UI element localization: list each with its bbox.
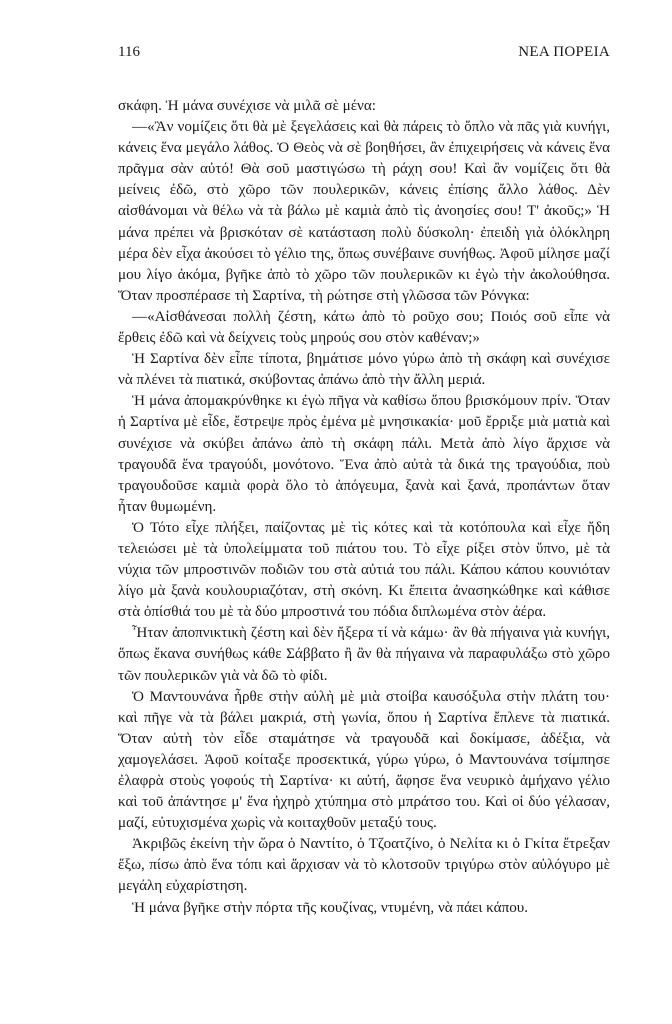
- paragraph: Ἦταν ἀποπνικτικὴ ζέστη καὶ δὲν ἤξερα τί νὰ κάμω· ἂν θὰ πήγαινα γιὰ κυνήγι, ὅπως ἔκανα συνήθως κάθε Σάββατο ἢ ἂν θὰ πήγαινα νὰ παραφυλάξω στὸ χῶρο τῶν πουλερικῶν γιὰ νὰ δῶ τὸ φίδι.: [118, 625, 610, 684]
- paragraph: —«Ἂν νομίζεις ὅτι θὰ μὲ ξεγελάσεις καὶ θὰ πάρεις τὸ ὅπλο νὰ πᾶς γιὰ κυνήγι, κάνεις ἕνα μεγάλο λάθος. Ὁ Θεὸς νὰ σὲ βοηθήσει, ἂν ἐπιχειρήσεις νὰ κάνεις ἕνα πρᾶγμα σὰν αὐτό! Θὰ σοῦ μαστιγώσω τὴ ράχη σου! Καὶ ἂν νομίζεις ὅτι θὰ μείνεις ἐδῶ, στὸ χῶρο τῶν πουλερικῶν, κάνεις ἐπίσης ἄλλο λάθος. Δὲν αἰσθάνομαι νὰ θέλω νὰ τὰ βάλω μὲ καμιὰ ἀπὸ τὶς ἀνοησίες σου! Τ' ἀκοῦς;» Ἡ μάνα πρέπει νὰ βρισκόταν σὲ κατάσταση πολὺ δύσκολη· ἐπειδὴ γιὰ ὁλόκληρη μέρα δὲν εἶχα ἀκούσει τὸ γέλιο της, ὅπως συνέβαινε συνήθως. Ἀφοῦ μίλησε μαζί μου λίγο ἀκόμα, βγῆκε ἀπὸ τὸ χῶρο τῶν πουλερικῶν κι ἐγὼ τὴν ἀκολούθησα. Ὅταν προσπέρασε τὴ Σαρτίνα, τὴ ρώτησε στὴ γλῶσσα τῶν Ρόνγκα:: [118, 119, 610, 304]
- body-text: [118, 96, 610, 919]
- paragraph: Ὁ Τότο εἶχε πλήξει, παίζοντας μὲ τὶς κότες καὶ τὰ κοτόπουλα καὶ εἶχε ἤδη τελειώσει μὲ τὰ ὑπολείμματα τοῦ πιάτου του. Τὸ εἶχε ρίξει στὸν ὕπνο, μὲ τὰ νύχια τῶν μπροστινῶν ποδιῶν του στὰ αὐτιά του πάλι. Κάπου κάπου κουνιόταν λίγο μὰ ξανὰ κουλουριαζόταν, στὴ σκόνη. Κι ἔπειτα ἀνασηκώθηκε καὶ κάθισε στὰ ὀπίσθιά του μὲ τὰ δύο μπροστινά του πόδια διπλωμένα στὸν ἀέρα.: [118, 519, 610, 621]
- paragraph: Ὁ Μαντουνάνα ἦρθε στὴν αὐλὴ μὲ μιὰ στοίβα καυσόξυλα στὴν πλάτη του· καὶ πῆγε νὰ τὰ βάλει μακριά, στὴ γωνία, ὅπου ἡ Σαρτίνα ἔπλενε τὰ πιατικά. Ὅταν αὐτὴ τὸν εἶδε σταμάτησε νὰ τραγουδᾶ καὶ δοκίμασε, ἀδέξια, νὰ χαμογελάσει. Ἀφοῦ κοίταξε προσεκτικά, γύρω γύρω, ὁ Μαντουνάνα τσίμπησε ἐλαφρὰ στοὺς γοφούς τὴ Σαρτίνα· κι αὐτή, ἄφησε ἕνα νευρικὸ ἀμήχανο γέλιο καὶ τοῦ ἀπάντησε μ' ἕνα ἠχηρὸ χτύπημα στὸ μπράτσο του. Καὶ οἱ δύο γέλασαν, μαζί, εὐτυχισμένα χωρὶς νὰ κοιταχθοῦν μεταξύ τους.: [118, 688, 610, 832]
- running-head: ΝΕΑ ΠΟΡΕΙΑ: [518, 44, 610, 60]
- paragraph: Ἡ Σαρτίνα δὲν εἶπε τίποτα, βημάτισε μόνο γύρω ἀπὸ τὴ σκάφη καὶ συνέχισε νὰ πλένει τὰ πιατικά, σκύβοντας ἀπάνω ἀπὸ τὴν ἄλλη μεριά.: [118, 351, 610, 389]
- paragraph: Ἡ μάνα βγῆκε στὴν πόρτα τῆς κουζίνας, ντυμένη, νὰ πάει κάπου.: [132, 899, 528, 916]
- paragraph: Ἡ μάνα ἀπομακρύνθηκε κι ἐγὼ πῆγα νὰ καθίσω ὅπου βρισκόμουν πρίν. Ὅταν ἡ Σαρτίνα μὲ εἶδε, ἔστρεψε πρὸς ἐμένα μὲ μνησικακία· μοῦ ἔρριξε μιὰ ματιὰ καὶ συνέχισε νὰ σκύβει ἀπάνω ἀπὸ τὴ σκάφη πάλι. Μετὰ ἀπὸ λίγο ἄρχισε νὰ τραγουδᾶ ἕνα τραγούδι, μονότονο. Ἕνα ἀπὸ αὐτὰ τὰ δικά της τραγούδια, ποὺ τραγουδοῦσε καμιὰ φορὰ ὅλο τὸ ἀπόγευμα, ξανὰ καὶ ξανά, προπάντων ὅταν ἦταν θυμωμένη.: [118, 393, 610, 515]
- paragraph: —«Αἰσθάνεσαι πολλὴ ζέστη, κάτω ἀπὸ τὸ ροῦχο σου; Ποιός σοῦ εἶπε νὰ ἔρθεις ἐδῶ καὶ νὰ δείχνεις τοὺς μηρούς σου στὸν καθέναν;»: [118, 308, 610, 347]
- page-number: 116: [118, 44, 140, 60]
- page-header: [118, 44, 610, 68]
- paragraph: Ἀκριβῶς ἐκείνη τὴν ὥρα ὁ Ναντίτο, ὁ Τζοατζίνο, ὁ Νελίτα κι ὁ Γκίτα ἔτρεξαν ἔξω, πίσω ἀπὸ ἕνα τόπι καὶ ἄρχισαν νὰ τὸ κλοτσοῦν τριγύρω στὸν αὐλόγυρο μὲ μεγάλη εὐχαρίστηση.: [118, 836, 610, 895]
- paragraph: σκάφη. Ἡ μάνα συνέχισε νὰ μιλᾶ σὲ μένα:: [118, 98, 376, 114]
